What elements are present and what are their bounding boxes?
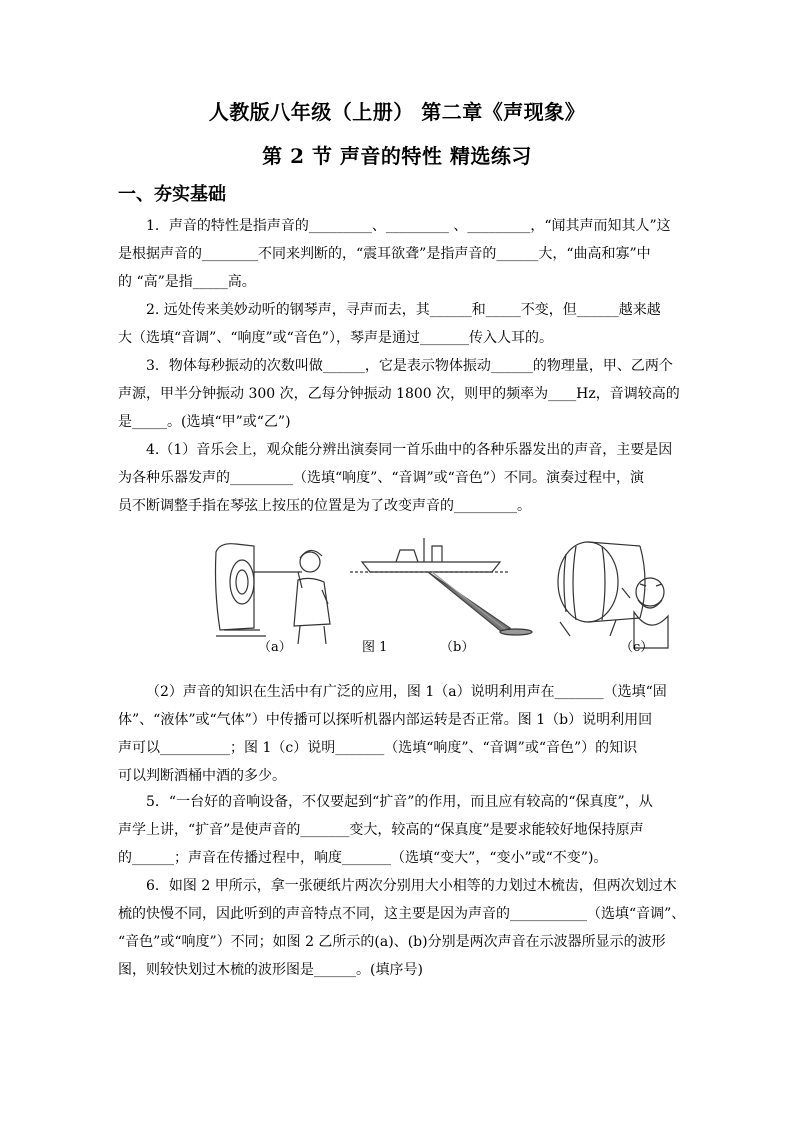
ship-sonar-illustration xyxy=(350,538,532,635)
question-1-line-1: 1．声音的特性是指声音的_________、_________ 、_________，“闻其声而知其人”这 xyxy=(146,218,671,234)
question-2-line-2: 大（选填“音调”、“响度”或“音色”），琴声是通过_______传入人耳的。 xyxy=(118,330,553,346)
question-5-line-3: 的______；声音在传播过程中，响度_______（选填“变大”，“变小”或“不变”)。 xyxy=(118,850,608,866)
question-3 xyxy=(118,352,678,436)
figure-label-b: （b） xyxy=(440,640,475,655)
barrel-knocking-illustration xyxy=(558,542,668,648)
question-6-line-2: 梳的快慢不同，因此听到的声音特点不同，这主要是因为声音的___________（选填“音调”、 xyxy=(118,906,686,922)
question-3-line-2: 声源，甲半分钟振动 300 次，乙每分钟振动 1800 次，则甲的频率为____Hz，音调较高的 xyxy=(118,386,680,402)
question-2 xyxy=(118,296,678,352)
question-4-part-2 xyxy=(118,678,678,790)
question-4-part-2-line-2: 体”、“液体”或“气体”）中传播可以探听机器内部运转是否正常。图 1（b）说明利用回 xyxy=(118,712,653,728)
section-heading: 一、夯实基础 xyxy=(118,184,226,205)
question-6-line-1: 6．如图 2 甲所示，拿一张硬纸片两次分别用大小相等的力划过木梳齿，但两次划过木 xyxy=(146,878,677,894)
question-5-line-1: 5．“一台好的音响设备，不仅要起到“扩音”的作用，而且应有较高的“保真度”，从 xyxy=(146,794,653,810)
question-4-line-3: 员不断调整手指在琴弦上按压的位置是为了改变声音的_________。 xyxy=(118,498,531,514)
question-4-line-2: 为各种乐器发声的_________（选填“响度”、“音调”或“音色”）不同。演奏过程中，演 xyxy=(118,470,644,486)
question-4-part-2-line-3: 声可以__________；图 1（c）说明_______（选填“响度”、“音调”或“音色”）的知识 xyxy=(118,740,638,756)
question-5-line-2: 声学上讲，“扩音”是使声音的_______变大，较高的“保真度”是要求能较好地保持原声 xyxy=(118,822,644,838)
question-1-line-3: 的 “高”是指_____高。 xyxy=(118,274,256,290)
question-4-part-2-line-1: （2）声音的知识在生活中有广泛的应用，图 1（a）说明利用声在_______（选填“固 xyxy=(146,684,667,700)
question-2-line-1: 2. 远处传来美妙动听的钢琴声，寻声而去，其______和_____不变，但______越来越 xyxy=(146,302,661,318)
question-6 xyxy=(118,872,686,984)
question-3-line-3: 是_____。(选填“甲”或“乙”) xyxy=(118,414,291,430)
question-4-line-1: 4.（1）音乐会上，观众能分辨出演奏同一首乐曲中的各种乐器发出的声音，主要是因 xyxy=(146,442,673,458)
question-1 xyxy=(118,212,678,296)
page-subtitle: 第 2 节 声音的特性 精选练习 xyxy=(262,144,532,168)
question-6-line-4: 图，则较快划过木梳的波形图是______。(填序号) xyxy=(118,962,423,978)
figure-label-c: （c） xyxy=(620,640,654,655)
figure-1-caption: 图 1 xyxy=(362,640,388,655)
machine-listening-illustration xyxy=(216,544,331,644)
question-5 xyxy=(118,788,678,872)
question-4-part-1 xyxy=(118,436,678,520)
question-1-line-2: 是根据声音的________不同来判断的，“震耳欲聋”是指声音的______大，“曲高和寡”中 xyxy=(118,246,651,262)
page-title: 人教版八年级（上册） 第二章《声现象》 xyxy=(208,100,586,124)
question-3-line-1: 3．物体每秒振动的次数叫做______，它是表示物体振动______的物理量，甲、乙两个 xyxy=(146,358,673,374)
question-4-part-2-line-4: 可以判断酒桶中酒的多少。 xyxy=(118,768,286,784)
question-6-line-3: “音色”或“响度”）不同；如图 2 乙所示的(a)、(b)分别是两次声音在示波器所显示的波形 xyxy=(118,934,666,950)
figure-label-a: （a） xyxy=(258,640,292,655)
